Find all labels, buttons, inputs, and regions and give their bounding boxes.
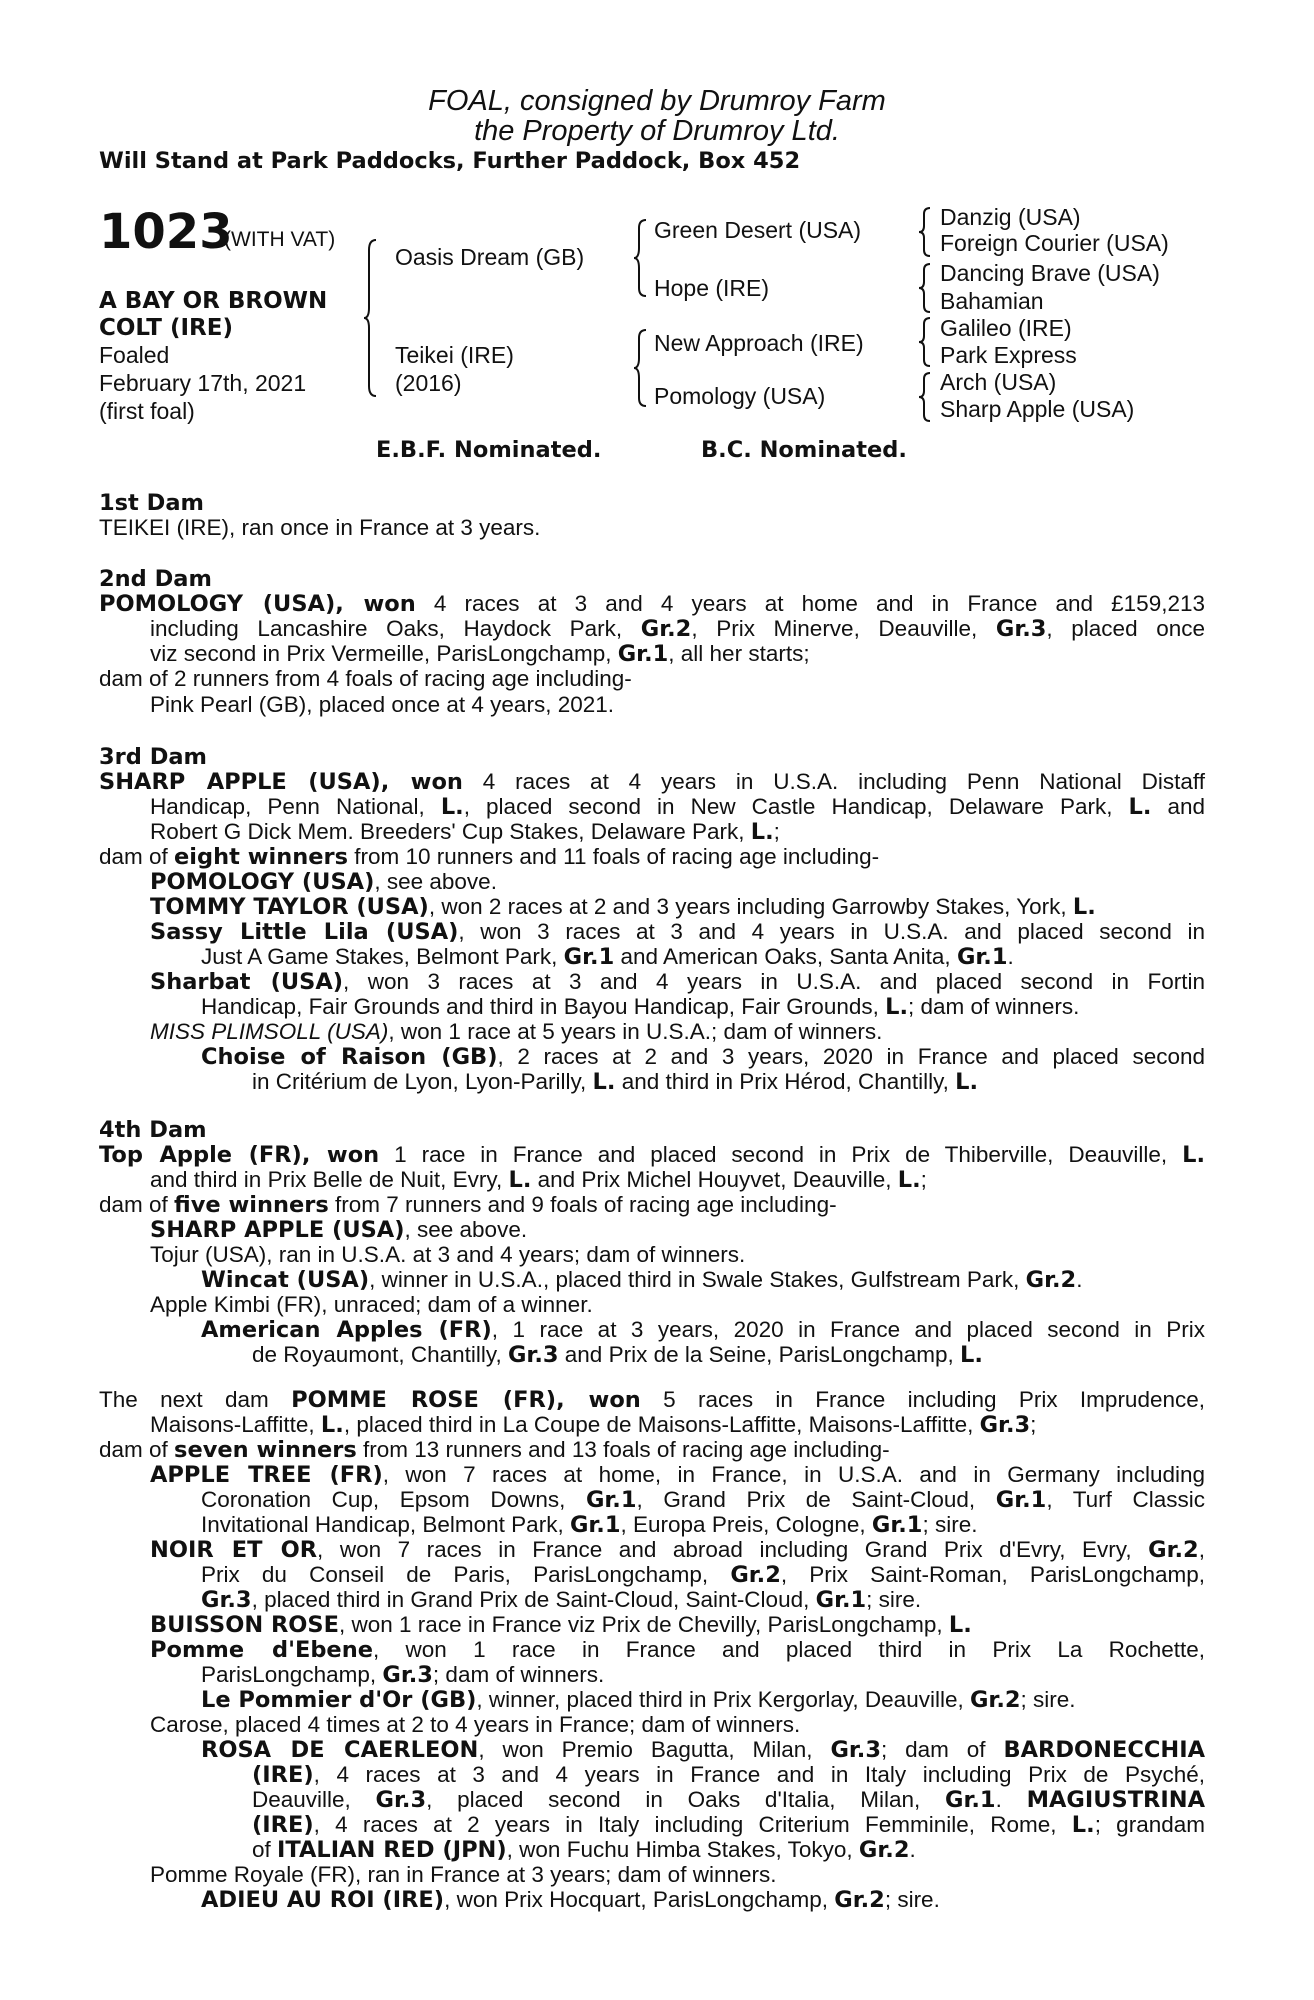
text-segment: , 4 races at 3 and 4 years in France and in Italy including Prix de Psyché,: [313, 1762, 1205, 1787]
sire-name: Oasis Dream (GB): [395, 244, 585, 270]
text-line: [99, 844, 1205, 870]
text-segment: ParisLongchamp,: [201, 1662, 383, 1687]
text-segment: and third in Prix Belle de Nuit, Evry,: [150, 1167, 509, 1192]
text-segment: Deauville,: [252, 1787, 376, 1812]
text-line: [150, 1462, 1205, 1488]
text-segment: ; grandam: [1094, 1812, 1205, 1837]
text-segment: L.: [1128, 794, 1152, 820]
text-segment: , placed second in Oaks d'Italia, Milan,: [426, 1787, 946, 1812]
text-segment: Gr.1: [995, 1487, 1047, 1513]
text-segment: ; sire.: [866, 1587, 922, 1612]
description-line-1: A BAY OR BROWN: [99, 288, 328, 314]
text-line: [150, 616, 1205, 642]
text-segment: Gr.2: [640, 616, 692, 642]
text-segment: , won Fuchu Himba Stakes, Tokyo,: [506, 1837, 859, 1862]
text-segment: 4 races at 3 and 4 years at home and in France and £159,213: [415, 591, 1205, 616]
text-segment: L.: [508, 1167, 532, 1193]
text-segment: L.: [750, 819, 774, 845]
text-segment: L.: [897, 1167, 921, 1193]
text-segment: in Critérium de Lyon, Lyon-Parilly,: [252, 1069, 593, 1094]
text-segment: ; dam of winners.: [432, 1662, 605, 1687]
text-segment: L.: [955, 1069, 979, 1095]
text-line: [252, 1069, 1205, 1095]
text-segment: Gr.3: [507, 1342, 559, 1368]
gen3-ancestor-6: Park Express: [940, 342, 1077, 368]
text-segment: , won 1 race in France and placed third in Prix La Rochette,: [372, 1637, 1205, 1662]
text-segment: , won 7 races at home, in France, in U.S.A. and in Germany including: [382, 1462, 1205, 1487]
text-line: [252, 1787, 1205, 1813]
text-segment: Robert G Dick Mem. Breeders' Cup Stakes, Delaware Park,: [150, 819, 751, 844]
text-segment: Pomme Royale (FR), ran in France at 3 years; dam of winners.: [150, 1862, 777, 1887]
text-segment: Gr.1: [815, 1587, 867, 1613]
text-segment: POMME ROSE (FR), won: [291, 1387, 641, 1413]
text-segment: , winner, placed third in Prix Kergorlay, Deauville,: [476, 1687, 970, 1712]
text-segment: , placed third in Grand Prix de Saint-Cloud, Saint-Cloud,: [251, 1587, 816, 1612]
text-line: [201, 1317, 1205, 1343]
text-line: [150, 1292, 1205, 1318]
text-segment: Gr.3: [830, 1737, 881, 1763]
text-segment: of: [252, 1837, 278, 1862]
text-segment: BUISSON ROSE: [150, 1612, 340, 1638]
text-line: [201, 944, 1205, 970]
text-segment: , 1 race at 3 years, 2020 in France and placed second in Prix: [491, 1317, 1205, 1342]
text-line: [201, 1267, 1205, 1293]
text-segment: NOIR ET OR: [150, 1537, 318, 1563]
text-segment: and: [1151, 794, 1206, 819]
text-line: [99, 1437, 1205, 1463]
text-segment: The next dam: [99, 1387, 292, 1412]
text-segment: , Europa Preis, Cologne,: [620, 1512, 872, 1537]
text-segment: Handicap, Fair Grounds and third in Bayou Handicap, Fair Grounds,: [201, 994, 886, 1019]
text-segment: L.: [592, 1069, 616, 1095]
text-line: [150, 1412, 1205, 1438]
dam-name: Teikei (IRE): [395, 342, 514, 368]
vat-note: (WITH VAT): [224, 228, 336, 251]
text-segment: , 4 races at 2 years in Italy including Criterium Femminile, Rome,: [313, 1812, 1072, 1837]
text-line: [201, 1487, 1205, 1513]
text-line: [150, 1612, 1205, 1638]
text-segment: Gr.1: [585, 1487, 637, 1513]
text-line: [201, 1887, 1205, 1913]
text-line: [201, 1562, 1205, 1588]
ebf-nomination: E.B.F. Nominated.: [376, 437, 602, 463]
text-segment: Pomme d'Ebene: [150, 1637, 373, 1663]
gen3-ancestor-4: Bahamian: [940, 288, 1044, 314]
text-segment: .: [1076, 1267, 1083, 1292]
text-segment: , won Premio Bagutta, Milan,: [478, 1737, 831, 1762]
text-line: [201, 1587, 1205, 1613]
text-segment: , see above.: [374, 869, 497, 894]
text-segment: , won 7 races in France and abroad including Grand Prix d'Evry, Evry,: [317, 1537, 1149, 1562]
text-segment: TEIKEI (IRE), ran once in France at 3 years.: [99, 515, 541, 540]
text-segment: Gr.2: [834, 1887, 885, 1913]
text-segment: Maisons-Laffitte,: [150, 1412, 321, 1437]
text-segment: seven winners: [174, 1437, 357, 1463]
text-segment: Le Pommier d'Or (GB): [201, 1687, 477, 1713]
text-line: [99, 515, 1205, 541]
text-segment: SHARP APPLE (USA), won: [99, 769, 463, 795]
text-segment: (IRE): [252, 1762, 314, 1788]
text-segment: L.: [885, 994, 908, 1020]
foal-note: (first foal): [99, 398, 195, 424]
text-segment: Gr.1: [563, 944, 615, 970]
first-dam-heading: 1st Dam: [99, 490, 204, 516]
text-segment: dam of 2 runners from 4 foals of racing age including-: [99, 666, 632, 691]
text-segment: .: [1007, 944, 1014, 969]
text-segment: L.: [948, 1612, 972, 1638]
lot-number: 1023: [99, 204, 233, 260]
text-segment: APPLE TREE (FR): [150, 1462, 383, 1488]
text-segment: ;: [1030, 1412, 1037, 1437]
text-segment: L.: [320, 1412, 344, 1438]
text-segment: and Prix Michel Houyvet, Deauville,: [531, 1167, 898, 1192]
text-line: [99, 1192, 1205, 1218]
text-segment: Pink Pearl (GB), placed once at 4 years, 2021.: [150, 692, 614, 717]
text-segment: , winner in U.S.A., placed third in Swale Stakes, Gulfstream Park,: [369, 1267, 1026, 1292]
text-segment: ; sire.: [922, 1512, 978, 1537]
text-line: [201, 994, 1205, 1020]
text-line: [150, 969, 1205, 995]
gen3-ancestor-8: Sharp Apple (USA): [940, 396, 1135, 422]
text-segment: 5 races in France including Prix Imprudence,: [640, 1387, 1206, 1412]
text-segment: MAGIUSTRINA: [1026, 1787, 1205, 1813]
text-segment: Gr.3: [979, 1412, 1031, 1438]
text-segment: MISS PLIMSOLL (USA): [150, 1019, 389, 1044]
text-segment: , won 1 race at 5 years in U.S.A.; dam of winners.: [388, 1019, 883, 1044]
text-segment: American Apples (FR): [201, 1317, 492, 1343]
dam-foaling-year: (2016): [395, 370, 462, 396]
text-segment: , won 2 races at 2 and 3 years including Garrowby Stakes, York,: [428, 894, 1073, 919]
text-segment: Gr.1: [945, 1787, 996, 1813]
text-segment: from 10 runners and 11 foals of racing age including-: [348, 844, 880, 869]
text-segment: dam of: [99, 844, 175, 869]
description-line-2: COLT (IRE): [99, 315, 233, 341]
text-segment: including Lancashire Oaks, Haydock Park,: [150, 616, 641, 641]
bc-nomination: B.C. Nominated.: [701, 437, 907, 463]
text-line: [201, 1737, 1205, 1763]
text-segment: Gr.2: [730, 1562, 781, 1588]
text-segment: 1 race in France and placed second in Prix de Thiberville, Deauville,: [379, 1142, 1183, 1167]
foaled-label: Foaled: [99, 342, 170, 368]
text-segment: dam of: [99, 1192, 175, 1217]
text-segment: five winners: [174, 1192, 329, 1218]
gen3-ancestor-7: Arch (USA): [940, 369, 1057, 395]
text-segment: viz second in Prix Vermeille, ParisLongchamp,: [150, 641, 618, 666]
text-segment: SHARP APPLE (USA): [150, 1217, 405, 1243]
text-line: [252, 1812, 1205, 1838]
text-segment: Invitational Handicap, Belmont Park,: [201, 1512, 570, 1537]
text-segment: , all her starts;: [668, 641, 810, 666]
text-line: [150, 1637, 1205, 1663]
text-segment: ; sire.: [884, 1887, 940, 1912]
text-segment: ; sire.: [1020, 1687, 1076, 1712]
text-line: [150, 1217, 1205, 1243]
text-line: [150, 1242, 1205, 1268]
text-segment: Top Apple (FR), won: [99, 1142, 380, 1168]
text-segment: Sharbat (USA): [150, 969, 344, 995]
text-line: [150, 894, 1205, 920]
text-segment: Prix du Conseil de Paris, ParisLongchamp,: [201, 1562, 731, 1587]
stand-location: Will Stand at Park Paddocks, Further Paddock, Box 452: [99, 148, 801, 174]
text-segment: and third in Prix Hérod, Chantilly,: [615, 1069, 956, 1094]
gen3-brace-1: [918, 206, 932, 258]
granddam-sire-line: Hope (IRE): [654, 275, 770, 301]
text-segment: Gr.3: [375, 1787, 427, 1813]
text-segment: L.: [1071, 1812, 1095, 1838]
third-dam-heading: 3rd Dam: [99, 744, 207, 770]
text-segment: dam of: [99, 1437, 175, 1462]
text-segment: , Turf Classic: [1046, 1487, 1205, 1512]
text-segment: from 13 runners and 13 foals of racing age including-: [356, 1437, 890, 1462]
text-segment: Gr.1: [956, 944, 1008, 970]
text-segment: Handicap, Penn National,: [150, 794, 441, 819]
text-segment: POMOLOGY (USA): [150, 869, 375, 895]
text-segment: and Prix de la Seine, ParisLongchamp,: [558, 1342, 961, 1367]
text-segment: ; dam of winners.: [908, 994, 1080, 1019]
sire-dam-brace: [363, 238, 379, 398]
text-segment: ROSA DE CAERLEON: [201, 1737, 479, 1763]
grandsire-dam-line: New Approach (IRE): [654, 330, 864, 356]
text-segment: Choise of Raison (GB): [201, 1044, 498, 1070]
grandsire-sire-line: Green Desert (USA): [654, 217, 862, 243]
text-segment: , won 3 races at 3 and 4 years in U.S.A. and placed second in Fortin: [343, 969, 1205, 994]
gen3-ancestor-1: Danzig (USA): [940, 204, 1081, 230]
text-segment: ; dam of: [881, 1737, 1004, 1762]
gen3-ancestor-5: Galileo (IRE): [940, 315, 1072, 341]
text-segment: Gr.3: [382, 1662, 433, 1688]
granddam-dam-line: Pomology (USA): [654, 383, 826, 409]
text-segment: ;: [773, 819, 780, 844]
text-segment: Carose, placed 4 times at 2 to 4 years in France; dam of winners.: [150, 1712, 801, 1737]
text-line: [252, 1762, 1205, 1788]
text-line: [150, 641, 1205, 667]
text-segment: Tojur (USA), ran in U.S.A. at 3 and 4 years; dam of winners.: [150, 1242, 746, 1267]
gen3-brace-2: [918, 262, 932, 314]
text-line: [99, 1142, 1205, 1168]
text-line: [99, 769, 1205, 795]
text-segment: Gr.1: [617, 641, 669, 667]
text-segment: , won 3 races at 3 and 4 years in U.S.A. and placed second in: [458, 919, 1205, 944]
text-segment: , Prix Saint-Roman, ParisLongchamp,: [780, 1562, 1205, 1587]
gen3-ancestor-2: Foreign Courier (USA): [940, 230, 1169, 256]
text-segment: Gr.1: [871, 1512, 923, 1538]
fourth-dam-heading: 4th Dam: [99, 1117, 207, 1143]
text-line: [99, 666, 1205, 692]
text-segment: L.: [440, 794, 464, 820]
text-segment: and American Oaks, Santa Anita,: [614, 944, 957, 969]
text-line: [150, 1019, 1205, 1045]
text-segment: .: [909, 1837, 916, 1862]
foaled-date: February 17th, 2021: [99, 370, 307, 396]
text-segment: Gr.3: [995, 616, 1047, 642]
text-segment: , placed once: [1046, 616, 1205, 641]
text-line: [150, 1537, 1205, 1563]
horse-description: [99, 288, 327, 342]
property-line: the Property of Drumroy Ltd.: [474, 115, 840, 147]
text-line: [150, 919, 1205, 945]
text-segment: Gr.2: [1025, 1267, 1077, 1293]
text-segment: , 2 races at 2 and 3 years, 2020 in France and placed second: [497, 1044, 1205, 1069]
text-segment: .: [995, 1787, 1027, 1812]
text-segment: L.: [1072, 894, 1096, 920]
text-segment: Wincat (USA): [201, 1267, 370, 1293]
text-line: [150, 692, 1205, 718]
text-segment: , see above.: [404, 1217, 528, 1242]
text-segment: Coronation Cup, Epsom Downs,: [201, 1487, 586, 1512]
sire-line-brace: [633, 218, 649, 298]
text-line: [150, 794, 1205, 820]
text-line: [150, 1167, 1205, 1193]
text-segment: , won 1 race in France viz Prix de Chevilly, ParisLongchamp,: [339, 1612, 949, 1637]
text-line: [150, 1712, 1205, 1738]
second-dam-heading: 2nd Dam: [99, 566, 212, 592]
text-segment: Gr.2: [858, 1837, 910, 1863]
text-line: [99, 1387, 1205, 1413]
text-line: [252, 1342, 1205, 1368]
text-segment: BARDONECCHIA: [1003, 1737, 1205, 1763]
text-line: [99, 591, 1205, 617]
text-segment: , Grand Prix de Saint-Cloud,: [636, 1487, 996, 1512]
consignor-line: FOAL, consigned by Drumroy Farm: [428, 85, 886, 117]
text-segment: Gr.2: [969, 1687, 1021, 1713]
text-segment: POMOLOGY (USA), won: [99, 591, 416, 617]
text-segment: L.: [1182, 1142, 1206, 1168]
text-line: [201, 1044, 1205, 1070]
text-segment: de Royaumont, Chantilly,: [252, 1342, 508, 1367]
text-segment: ADIEU AU ROI (IRE): [201, 1887, 445, 1913]
gen3-brace-4: [918, 371, 932, 423]
text-segment: Gr.1: [569, 1512, 621, 1538]
text-line: [201, 1662, 1205, 1688]
text-segment: , placed third in La Coupe de Maisons-Laffitte, Maisons-Laffitte,: [343, 1412, 980, 1437]
text-segment: (IRE): [252, 1812, 314, 1838]
text-segment: TOMMY TAYLOR (USA): [150, 894, 429, 920]
text-segment: Gr.3: [201, 1587, 252, 1613]
text-segment: eight winners: [174, 844, 349, 870]
text-segment: from 7 runners and 9 foals of racing age including-: [328, 1192, 837, 1217]
text-line: [252, 1837, 1205, 1863]
dam-line-brace: [633, 328, 649, 408]
text-segment: Apple Kimbi (FR), unraced; dam of a winner.: [150, 1292, 593, 1317]
text-segment: Gr.2: [1148, 1537, 1199, 1563]
text-line: [150, 819, 1205, 845]
text-segment: , Prix Minerve, Deauville,: [691, 616, 996, 641]
text-line: [201, 1512, 1205, 1538]
text-segment: ITALIAN RED (JPN): [277, 1837, 507, 1863]
text-segment: , placed second in New Castle Handicap, Delaware Park,: [463, 794, 1129, 819]
gen3-ancestor-3: Dancing Brave (USA): [940, 260, 1160, 286]
text-segment: ,: [1198, 1537, 1205, 1562]
text-segment: Just A Game Stakes, Belmont Park,: [201, 944, 564, 969]
text-segment: 4 races at 4 years in U.S.A. including Penn National Distaff: [462, 769, 1205, 794]
text-line: [201, 1687, 1205, 1713]
text-segment: ;: [920, 1167, 927, 1192]
text-segment: L.: [960, 1342, 983, 1368]
text-segment: Sassy Little Lila (USA): [150, 919, 459, 945]
gen3-brace-3: [918, 316, 932, 368]
text-segment: , won Prix Hocquart, ParisLongchamp,: [444, 1887, 835, 1912]
text-line: [150, 1862, 1205, 1888]
text-line: [150, 869, 1205, 895]
